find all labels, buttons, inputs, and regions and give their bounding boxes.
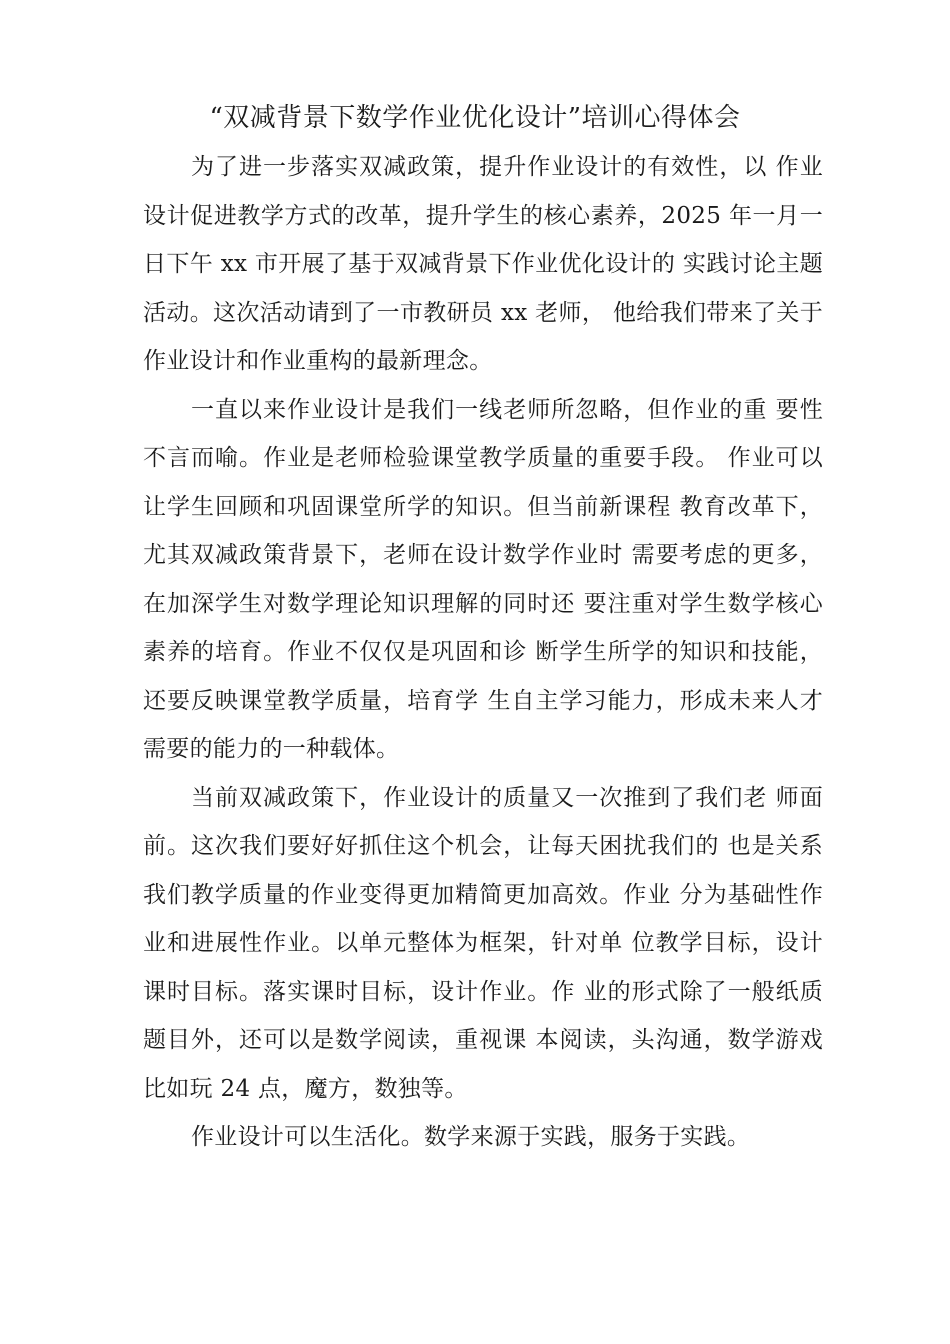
paragraph-line: 需要的能力的一种载体。 (143, 736, 400, 762)
paragraph-line: 业和进展性作业。以单元整体为框架，针对单 位教学目标，设计 (143, 930, 823, 956)
paragraph-line: 题目外，还可以是数学阅读，重视课 本阅读，头沟通，数学游戏 (143, 1027, 823, 1053)
paragraph-3 (143, 774, 823, 1114)
paragraph-1 (143, 143, 823, 386)
document-title: “双减背景下数学作业优化设计”培训心得体会 (209, 103, 741, 133)
paragraph-2 (143, 386, 823, 774)
paragraph-4 (143, 1113, 823, 1162)
paragraph-line: 比如玩 24 点，魔方，数独等。 (143, 1075, 468, 1102)
document-body (143, 143, 823, 1162)
paragraph-line: 一直以来作业设计是我们一线老师所忽略，但作业的重 要性 (191, 396, 823, 423)
paragraph-line: 还要反映课堂教学质量，培育学 生自主学习能力，形成未来人才 (143, 687, 823, 714)
paragraph-line: 为了进一步落实双减政策，提升作业设计的有效性，以 作业 (191, 154, 823, 180)
paragraph-line: 我们教学质量的作业变得更加精简更加高效。作业 分为基础性作 (143, 881, 823, 908)
paragraph-line: 素养的培育。作业不仅仅是巩固和诊 断学生所学的知识和技能， (143, 639, 823, 665)
paragraph-line: 前。这次我们要好好抓住这个机会，让每天困扰我们的 也是关系 (143, 833, 823, 859)
paragraph-line: 在加深学生对数学理论知识理解的同时还 要注重对学生数学核心 (143, 590, 823, 617)
paragraph-line: 不言而喻。作业是老师检验课堂教学质量的重要手段。 作业可以 (143, 445, 823, 471)
paragraph-line: 当前双减政策下，作业设计的质量又一次推到了我们老 师面 (191, 784, 823, 811)
paragraph-line: 尤其双减政策背景下，老师在设计数学作业时 需要考虑的更多， (143, 542, 823, 568)
paragraph-line: 作业设计和作业重构的最新理念。 (143, 348, 493, 374)
paragraph-line: 作业设计可以生活化。数学来源于实践，服务于实践。 (191, 1124, 751, 1150)
paragraph-line: 设计促进教学方式的改革，提升学生的核心素养，2025 年一月一 (143, 202, 823, 229)
paragraph-line: 日下午 xx 市开展了基于双减背景下作业优化设计的 实践讨论主题 (143, 251, 823, 277)
paragraph-line: 课时目标。落实课时目标，设计作业。作 业的形式除了一般纸质 (143, 978, 823, 1005)
paragraph-line: 活动。这次活动请到了一市教研员 xx 老师， 他给我们带来了关于 (143, 299, 823, 326)
paragraph-line: 让学生回顾和巩固课堂所学的知识。但当前新课程 教育改革下， (143, 493, 823, 520)
